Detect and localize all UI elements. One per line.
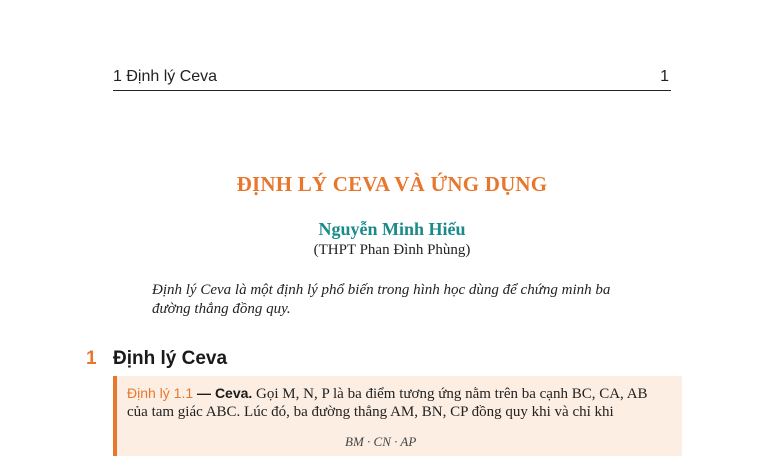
section-number: 1: [86, 348, 97, 369]
theorem-line-1: [127, 385, 648, 403]
author-affiliation: (THPT Phan Đình Phùng): [313, 242, 471, 258]
running-head: [113, 66, 671, 91]
theorem-name: Ceva.: [214, 385, 253, 401]
abstract: Định lý Ceva là một định lý phổ biến trong hình học dùng để chứng minh ba đường thẳng đồng quy.: [152, 282, 611, 317]
theorem-box: [113, 376, 682, 456]
chapter-heading: 1 Định lý Ceva: [113, 68, 218, 85]
page-number: 1: [660, 68, 669, 85]
theorem-dash: —: [193, 385, 215, 401]
section-title: Định lý Ceva: [113, 348, 228, 369]
theorem-statement-1: Gọi M, N, P là ba điểm tương ứng nằm trên ba cạnh BC, CA, AB: [252, 386, 648, 402]
theorem-line-2: của tam giác ABC. Lúc đó, ba đường thẳng AM, BN, CP đồng quy khi và chỉ khi: [127, 404, 614, 420]
theorem-label: Định lý 1.1: [127, 385, 194, 401]
section-heading: [86, 348, 686, 374]
theorem-formula: BM · CN · AP: [345, 434, 417, 449]
document-title: ĐỊNH LÝ CEVA VÀ ỨNG DỤNG: [236, 172, 548, 196]
author-name: Nguyễn Minh Hiếu: [318, 219, 466, 239]
